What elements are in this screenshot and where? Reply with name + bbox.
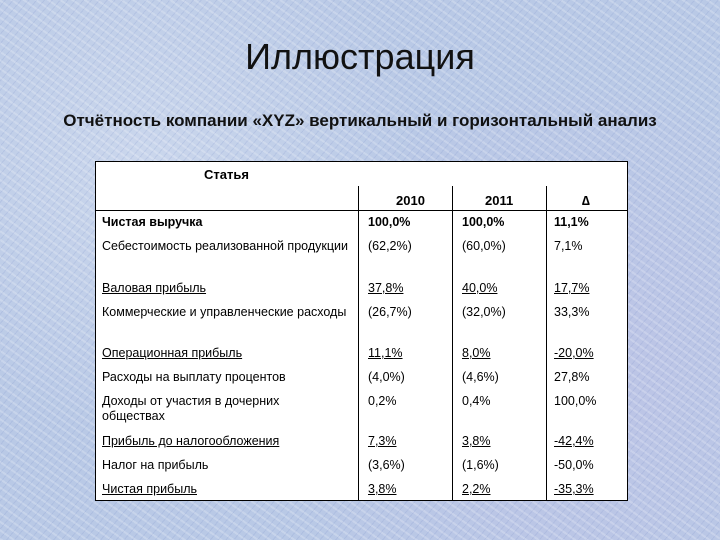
- cell-delta: -50,0%: [554, 458, 594, 472]
- cell-delta: 17,7%: [554, 281, 590, 295]
- cell-2011: (1,6%): [462, 458, 499, 472]
- slide-title: Иллюстрация: [245, 36, 475, 77]
- column-divider: [452, 186, 453, 500]
- cell-delta: -35,3%: [554, 482, 594, 496]
- cell-2011: (60,0%): [462, 239, 506, 253]
- header-2011: 2011: [485, 193, 514, 208]
- cell-2011: 8,0%: [462, 346, 491, 360]
- cell-delta: 100,0%: [554, 394, 597, 408]
- row-label: Операционная прибыль: [102, 346, 243, 360]
- cell-2011: 100,0%: [462, 215, 505, 229]
- cell-2011: (32,0%): [462, 305, 506, 319]
- row-label: Доходы от участия в дочерних обществах: [102, 394, 280, 423]
- cell-2010: (62,2%): [368, 239, 412, 253]
- cell-2010: 3,8%: [368, 482, 397, 496]
- row-label: Чистая прибыль: [102, 482, 197, 496]
- row-label: Прибыль до налогообложения: [102, 434, 280, 448]
- cell-2010: 7,3%: [368, 434, 397, 448]
- header-item: Статья: [204, 167, 249, 182]
- cell-2010: (3,6%): [368, 458, 405, 472]
- row-label: Валовая прибыль: [102, 281, 207, 295]
- row-label: Налог на прибыль: [102, 458, 209, 472]
- cell-2011: 0,4%: [462, 394, 491, 408]
- cell-2010: 100,0%: [368, 215, 411, 229]
- cell-2011: 3,8%: [462, 434, 491, 448]
- column-divider: [546, 186, 547, 500]
- analysis-table: [95, 161, 628, 501]
- cell-2011: 40,0%: [462, 281, 498, 295]
- row-label: Расходы на выплату процентов: [102, 370, 286, 384]
- row-label: Себестоимость реализованной продукции: [102, 239, 348, 253]
- cell-delta: 11,1%: [554, 215, 589, 229]
- header-divider: [96, 210, 627, 211]
- cell-2010: 37,8%: [368, 281, 404, 295]
- cell-delta: 33,3%: [554, 305, 590, 319]
- cell-2010: (4,0%): [368, 370, 405, 384]
- cell-delta: 27,8%: [554, 370, 590, 384]
- cell-delta: -20,0%: [554, 346, 594, 360]
- row-label: Коммерческие и управленческие расходы: [102, 305, 347, 319]
- cell-2010: 11,1%: [368, 346, 403, 360]
- cell-delta: 7,1%: [554, 239, 583, 253]
- cell-2010: (26,7%): [368, 305, 412, 319]
- cell-delta: -42,4%: [554, 434, 594, 448]
- row-label: Чистая выручка: [102, 215, 203, 229]
- column-divider: [358, 186, 359, 500]
- header-delta: ∆: [582, 193, 590, 208]
- header-2010: 2010: [396, 193, 425, 208]
- cell-2011: (4,6%): [462, 370, 499, 384]
- slide-subtitle: Отчётность компании «XYZ» вертикальный и горизонтальный анализ: [63, 111, 657, 130]
- cell-2010: 0,2%: [368, 394, 397, 408]
- cell-2011: 2,2%: [462, 482, 491, 496]
